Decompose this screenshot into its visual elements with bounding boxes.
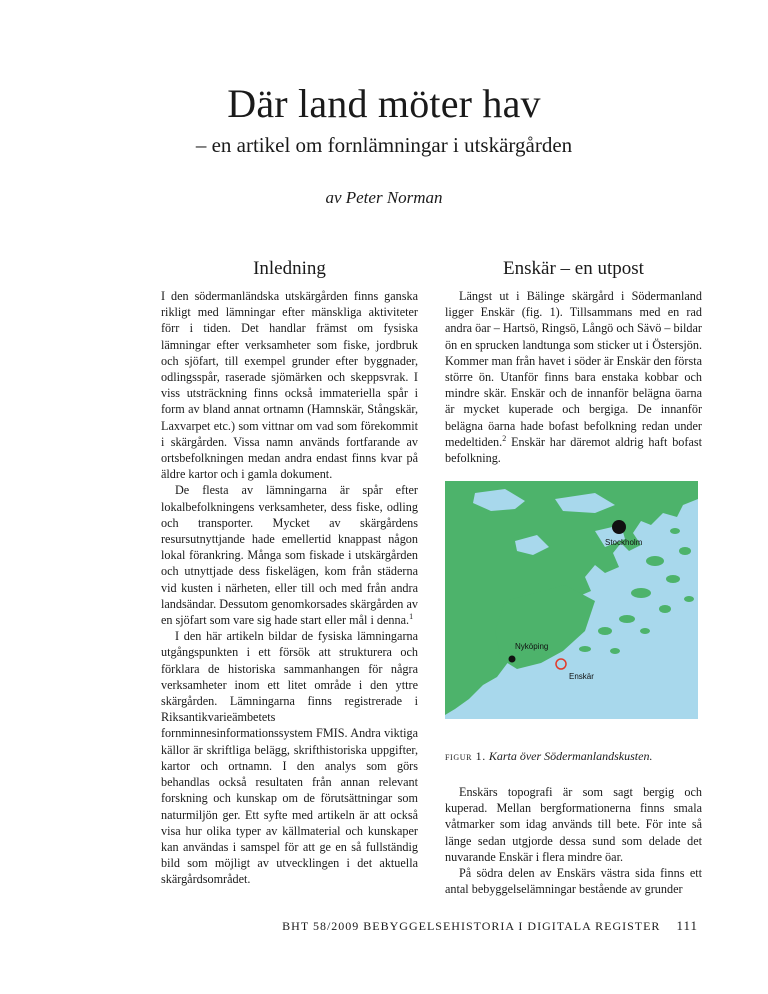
journal-section: BEBYGGELSEHISTORIA I DIGITALA REGISTER bbox=[363, 919, 661, 933]
article-subtitle: – en artikel om fornlämningar i utskärgården bbox=[195, 133, 573, 157]
stockholm-dot bbox=[612, 520, 626, 534]
paragraph: På södra delen av Enskärs västra sida finns ett antal bebyggelselämningar bestående av grunder bbox=[445, 866, 702, 897]
footnote-ref[interactable]: 1 bbox=[409, 612, 414, 621]
map-figure bbox=[445, 481, 698, 719]
section-heading-enskar: Enskär – en utpost bbox=[503, 258, 644, 279]
article-byline: av Peter Norman bbox=[325, 188, 443, 207]
paragraph: Enskärs topografi är som sagt bergig och kuperad. Mellan bergformationerna finns smala våtmarker som idag används till bete. För inte så länge sedan utgjorde dessa sund som delade det nuvarande Enskär i flera mindre öar. bbox=[445, 785, 702, 864]
paragraph-text: Längst ut i Bälinge skärgård i Södermanland ligger Enskär (fig. 1). Tillsammans med en rad andra öar – Hartsö, Ringsö, Långö och Sävö – bildar ön en sprucken landtunga som sticker ut i Östersjön. Kommer man från havet i söder är Enskär den första större ön. Utanför finns bara enstaka kobbar och mindre skär. Enskär och de innanför belägna öarna är mycket kuperade och bergiga. De innanför belägna öarna hade bofast befolkning redan under medeltiden. bbox=[445, 289, 702, 449]
paragraph: I den här artikeln bildar de fysiska lämningarna utgångspunkten i ett försök att strukturera och förklara de historiska sammanhangen för några verksamheter inom ett litet område i den yttre skärgården. Lämningarna finns registrerade i Riksantikvarieämbetets fornminnesinformationssystem FMIS. Andra viktiga källor är skriftliga belägg, skrifthistoriska uppgifter, kartor och ortnamn. I den analys som görs behandlas också resultaten från annan relevant forskning och kunskap om de förutsättningar som naturmiljön ger. Ett syfte med artikeln är att också visa hur olika typer av källmaterial och kunskaper kan användas i samspel för att ge en så fullständig bild som möjligt av utvecklingen i det aktuella skärgårdsområdet. bbox=[161, 629, 418, 887]
page-footer bbox=[282, 918, 698, 934]
figure-label: figur 1. bbox=[445, 749, 486, 763]
section-heading-inledning: Inledning bbox=[253, 258, 326, 279]
figure-caption bbox=[445, 749, 705, 764]
left-column bbox=[161, 258, 418, 888]
right-column-continued bbox=[445, 784, 702, 897]
figure-caption-text: Karta över Södermanlandskusten. bbox=[488, 749, 653, 763]
footnote-ref[interactable]: 2 bbox=[502, 433, 507, 443]
nykoping-dot bbox=[509, 656, 516, 663]
page-number: 111 bbox=[676, 918, 698, 933]
paragraph bbox=[445, 288, 702, 466]
map-label-nykoping: Nyköping bbox=[515, 642, 549, 651]
journal-issue: BHT 58/2009 bbox=[282, 919, 360, 933]
right-column bbox=[445, 258, 702, 466]
paragraph bbox=[161, 482, 418, 628]
map-label-stockholm: Stockholm bbox=[605, 538, 643, 547]
map-label-enskar: Enskär bbox=[569, 672, 594, 681]
paragraph-text: Enskär har däremot aldrig haft bofast befolkning. bbox=[445, 434, 702, 466]
paragraph-text: De flesta av lämningarna är spår efter lokalbefolkningens verksamheter, dess fiske, odling och transporter. Mycket av skärgårdens resursutnyttjande hade emellertid knappast någon lokal förankring. Många som fiskade i utskärgården och utnyttjade dess fiskelägen, kom från städerna vid kusten i närheten, eller till och med från andra landsändar. Dessutom genomkorsades skärgården av en sjöfart som vare sig hade start eller mål i denna. bbox=[161, 483, 418, 628]
map-image bbox=[445, 481, 698, 719]
paragraph: I den södermanländska utskärgården finns ganska rikligt med lämningar efter mänskliga aktiviteter förr i tiden. Det handlar främst om fysiska lämningar efter verksamheter som fiske, jordbruk och sjöfart, till exempel grunder efter byggnader, odlingsspår, raserade sjömärken och skeppsvrak. I viss utsträckning finns också immateriella spår i form av bland annat ortnamn (Hamnskär, Stångskär, Laxvarpet etc.) som vittnar om vad som förekommit i skärgården. Vissa namn används fortfarande av ortsbefolkningen medan andra endast finns kvar på äldre kartor och i gamla dokument. bbox=[161, 289, 418, 482]
article-title: Där land möter hav bbox=[227, 81, 541, 126]
